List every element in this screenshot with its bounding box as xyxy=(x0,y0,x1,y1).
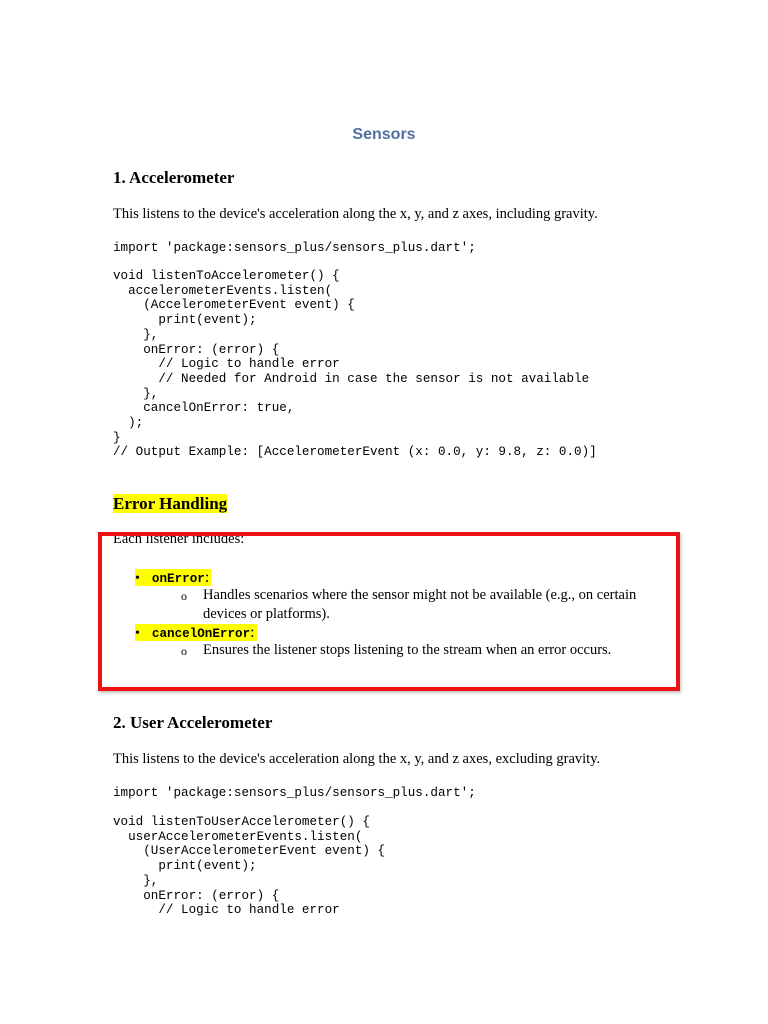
cancelonerror-detail: Ensures the listener stops listening to the stream when an error occurs. xyxy=(203,642,612,658)
user-accelerometer-import-code: import 'package:sensors_plus/sensors_plus.dart'; xyxy=(113,786,476,800)
section-heading-accelerometer: 1. Accelerometer xyxy=(113,168,235,187)
onerror-detail: Handles scenarios where the sensor might not be available (e.g., on certain devices or platforms). xyxy=(203,587,637,622)
document-title: Sensors xyxy=(352,126,416,143)
user-accelerometer-description: This listens to the device's acceleration along the x, y, and z axes, excluding gravity. xyxy=(113,751,601,767)
user-accelerometer-code-block: void listenToUserAccelerometer() { userAccelerometerEvents.listen( (UserAccelerometerEvent event) { print(event); }, onError: (error) { // Logic to handle error xyxy=(113,815,386,918)
bullet-label-onerror: onError xyxy=(151,572,205,586)
accelerometer-code-block: void listenToAccelerometer() { accelerometerEvents.listen( (AccelerometerEvent event) { print(event); }, onError: (error) { // Logic to handle error // Needed for Android in case the sensor is not available }, cancelOnError: true, ); } // Output Example: [AccelerometerEvent (x: 0.0, y: 9.8, z: 0.0)] xyxy=(113,269,597,460)
section-heading-user-accelerometer: 2. User Accelerometer xyxy=(113,713,273,732)
bullet-suffix: : xyxy=(204,569,210,586)
error-handling-heading xyxy=(113,494,227,514)
bullet-label-cancelonerror: cancelOnError xyxy=(151,627,251,641)
sub-bullet-marker: o xyxy=(181,644,187,658)
accelerometer-description: This listens to the device's acceleration along the x, y, and z axes, including gravity. xyxy=(113,206,598,222)
red-annotation-box xyxy=(98,532,680,691)
sub-bullet-marker: o xyxy=(181,589,187,603)
accelerometer-import-code: import 'package:sensors_plus/sensors_plus.dart'; xyxy=(113,241,476,255)
bullet-dot: • xyxy=(135,571,140,586)
bullet-dot: • xyxy=(135,626,140,641)
error-handling-intro: Each listener includes: xyxy=(113,531,245,547)
error-handling-heading-text: Error Handling xyxy=(113,494,228,513)
bullet-suffix: : xyxy=(250,624,255,641)
